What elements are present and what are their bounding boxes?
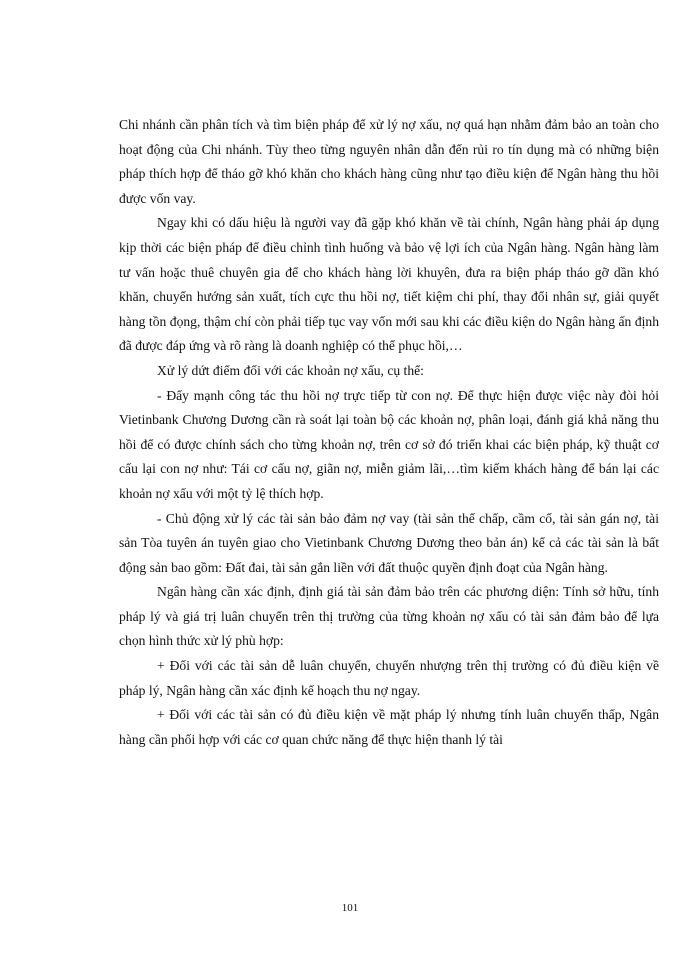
document-body bbox=[119, 113, 659, 752]
paragraph-5: - Chủ động xử lý các tài sản bảo đảm nợ vay (tài sản thế chấp, cầm cố, tài sản gán nợ, tài sản Tòa tuyên án tuyên giao cho Vietinbank Chương Dương theo bản án) kể cả các tài sản là bất động sản bao gồm: Đất đai, tài sản gắn liền với đất thuộc quyền định đoạt của Ngân hàng. bbox=[119, 510, 659, 575]
paragraph-3: Xử lý dứt điểm đối với các khoản nợ xấu, cụ thể: bbox=[157, 362, 424, 378]
paragraph-8: + Đối với các tài sản có đủ điều kiện về mặt pháp lý nhưng tính luân chuyển thấp, Ngân hàng cần phối hợp với các cơ quan chức năng để thực hiện thanh lý tài bbox=[119, 707, 659, 747]
paragraph-7: + Đối với các tài sản dễ luân chuyển, chuyển nhượng trên thị trường có đủ điều kiện về pháp lý, Ngân hàng cần xác định kế hoạch thu nợ ngay. bbox=[119, 658, 659, 698]
paragraph-2: Ngay khi có dấu hiệu là người vay đã gặp khó khăn về tài chính, Ngân hàng phải áp dụng kịp thời các biện pháp để điều chỉnh tình huống và bảo vệ lợi ích của Ngân hàng. Ngân hàng làm tư vấn hoặc thuê chuyên gia để cho khách hàng lời khuyên, đưa ra biện pháp tháo gỡ dần khó khăn, chuyển hướng sản xuất, tích cực thu hồi nợ, tiết kiệm chi phí, thay đổi nhân sự, giải quyết hàng tồn đọng, thậm chí còn phải tiếp tục vay vốn mới sau khi các điều kiện do Ngân hàng ấn định đã được đáp ứng và rõ ràng là doanh nghiệp có thể phục hồi,… bbox=[119, 215, 659, 354]
paragraph-4: - Đẩy mạnh công tác thu hồi nợ trực tiếp từ con nợ. Để thực hiện được việc này đòi hỏi Vietinbank Chương Dương cần rà soát lại toàn bộ các khoản nợ, phân loại, đánh giá khả năng thu hồi để có được chính sách cho từng khoản nợ, trên cơ sở đó triển khai các biện pháp, kỹ thuật cơ cấu lại con nợ như: Tái cơ cấu nợ, giãn nợ, miễn giảm lãi,…tìm kiếm khách hàng để bán lại các khoản nợ xấu với một tỷ lệ thích hợp. bbox=[119, 387, 659, 501]
page-number: 101 bbox=[341, 902, 359, 914]
paragraph-1: Chi nhánh cần phân tích và tìm biện pháp để xử lý nợ xấu, nợ quá hạn nhằm đảm bảo an toàn cho hoạt động của Chi nhánh. Tùy theo từng nguyên nhân dẫn đến rủi ro tín dụng mà có những biện pháp thích hợp để tháo gỡ khó khăn cho khách hàng cũng như tạo điều kiện để Ngân hàng thu hồi được vốn vay. bbox=[119, 117, 659, 206]
paragraph-6: Ngân hàng cần xác định, định giá tài sản đảm bảo trên các phương diện: Tính sở hữu, tính pháp lý và giá trị luân chuyển trên thị trường của từng khoản nợ xấu có tài sản đảm bảo để lựa chọn hình thức xử lý phù hợp: bbox=[119, 584, 659, 649]
